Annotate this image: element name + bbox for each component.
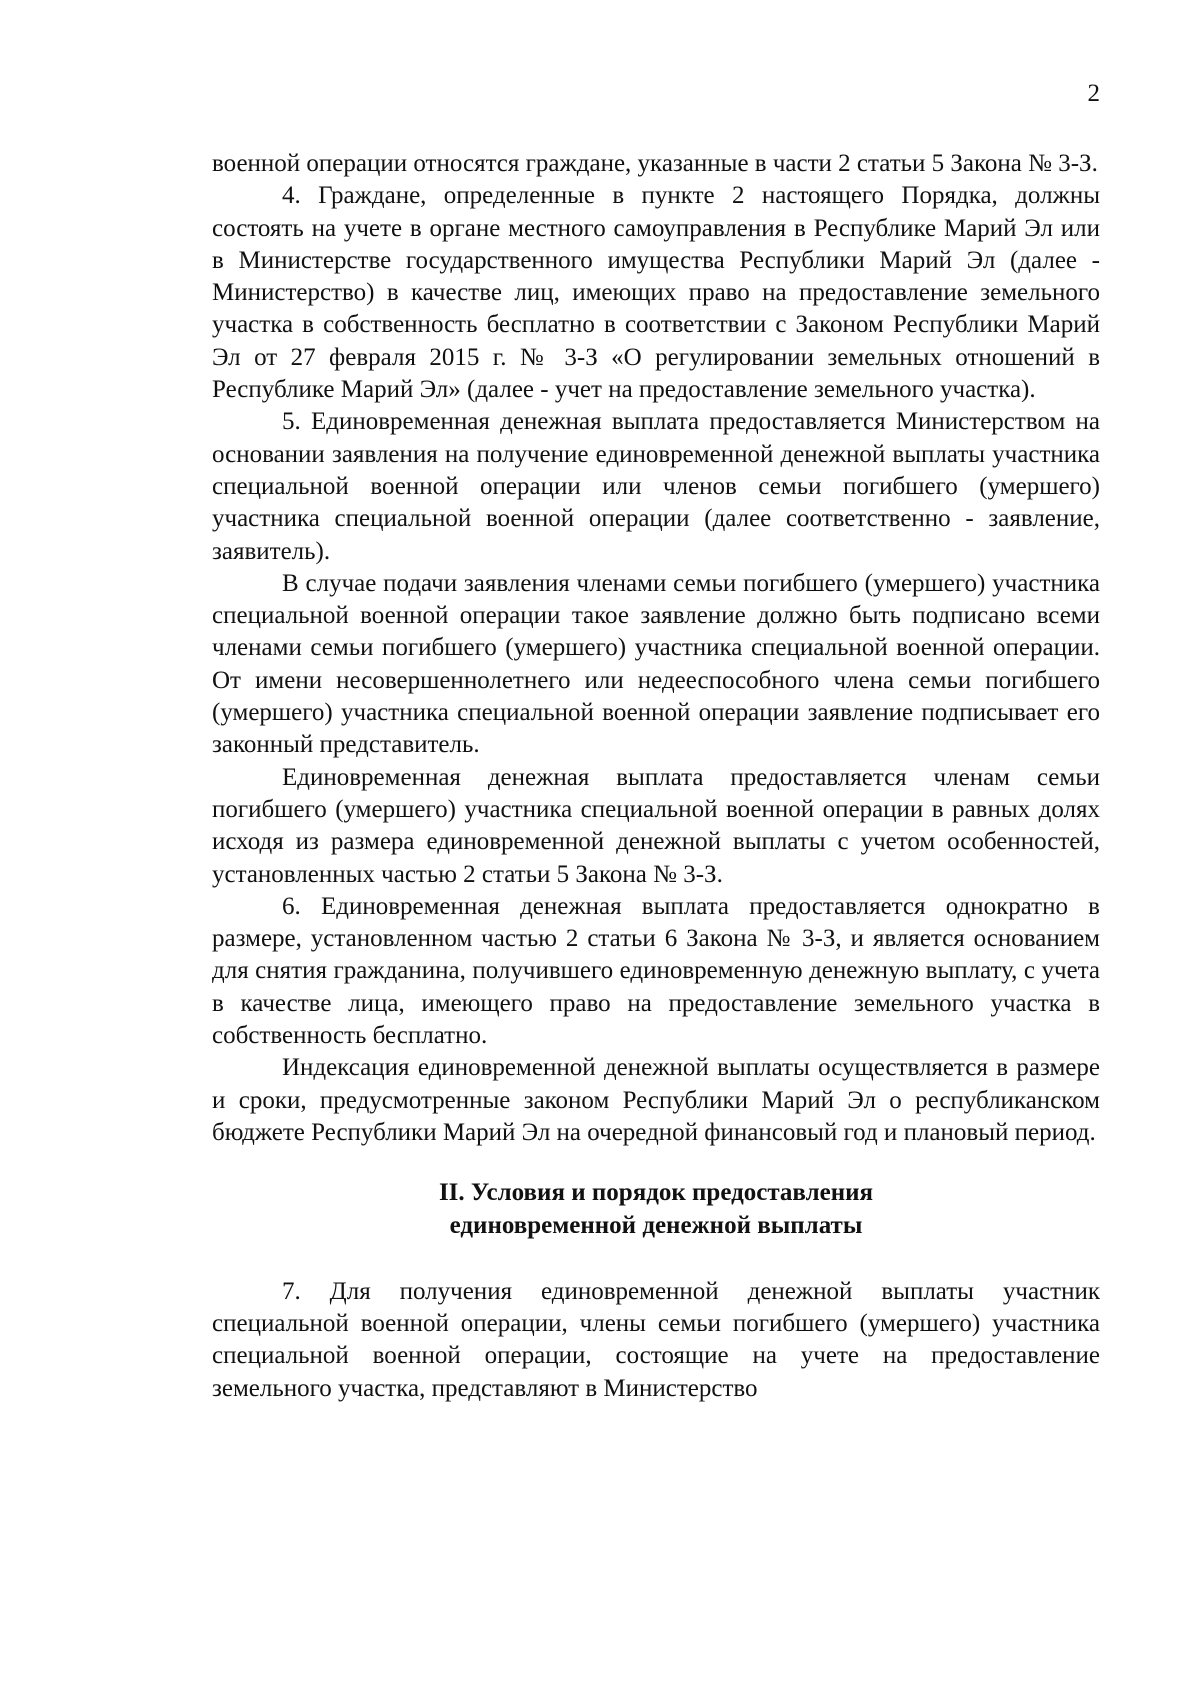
paragraph-item-4: 4. Граждане, определенные в пункте 2 настоящего Порядка, должны состоять на учете в органе местного самоуправления в Республике Марий Эл или в Министерстве государственного имущества Республики Марий Эл (далее - Министерство) в качестве лиц, имеющих право на предоставление земельного участка в собственность бесплатно в соответствии с Законом Республики Марий Эл от 27 февраля 2015 г. № 3-З «О регулировании земельных отношений в Республике Марий Эл» (далее - учет на предоставление земельного участка). xyxy=(212,182,1100,404)
document-body xyxy=(212,148,1100,1405)
paragraph-continuation: военной операции относятся граждане, указанные в части 2 статьи 5 Закона № 3-З. xyxy=(212,150,1098,177)
paragraph-item-5-application-signing: В случае подачи заявления членами семьи погибшего (умершего) участника специальной военной операции такое заявление должно быть подписано всеми членами семьи погибшего (умершего) участника специальной военной операции. От имени несовершеннолетнего или недееспособного члена семьи погибшего (умершего) участника специальной военной операции заявление подписывает его законный представитель. xyxy=(212,569,1100,759)
section-heading-line-1: II. Условия и порядок предоставления xyxy=(438,1179,874,1207)
page-number: 2 xyxy=(1087,80,1100,107)
section-heading-line-2: единовременной денежной выплаты xyxy=(449,1211,863,1239)
paragraph-item-5: 5. Единовременная денежная выплата предоставляется Министерством на основании заявления на получение единовременной денежной выплаты участника специальной военной операции или членов семьи погибшего (умершего) участника специальной военной операции (далее соответственно - заявление, заявитель). xyxy=(212,408,1100,565)
paragraph-item-7: 7. Для получения единовременной денежной выплаты участник специальной военной операции, члены семьи погибшего (умершего) участника специальной военной операции, состоящие на учете на предоставление земельного участка, представляют в Министерство xyxy=(212,1277,1100,1402)
paragraph-item-6-indexation: Индексация единовременной денежной выплаты осуществляется в размере и сроки, предусмотренные законом Республики Марий Эл о республиканском бюджете Республики Марий Эл на очередной финансовый год и плановый период. xyxy=(212,1054,1100,1146)
section-heading xyxy=(212,1177,1100,1242)
paragraph-item-5-equal-shares: Единовременная денежная выплата предоставляется членам семьи погибшего (умершего) участника специальной военной операции в равных долях исходя из размера единовременной денежной выплаты с учетом особенностей, установленных частью 2 статьи 5 Закона № 3-З. xyxy=(212,763,1100,888)
paragraph-item-6: 6. Единовременная денежная выплата предоставляется однократно в размере, установленном частью 2 статьи 6 Закона № 3-З, и является основанием для снятия гражданина, получившего единовременную денежную выплату, с учета в качестве лица, имеющего право на предоставление земельного участка в собственность бесплатно. xyxy=(212,892,1100,1050)
